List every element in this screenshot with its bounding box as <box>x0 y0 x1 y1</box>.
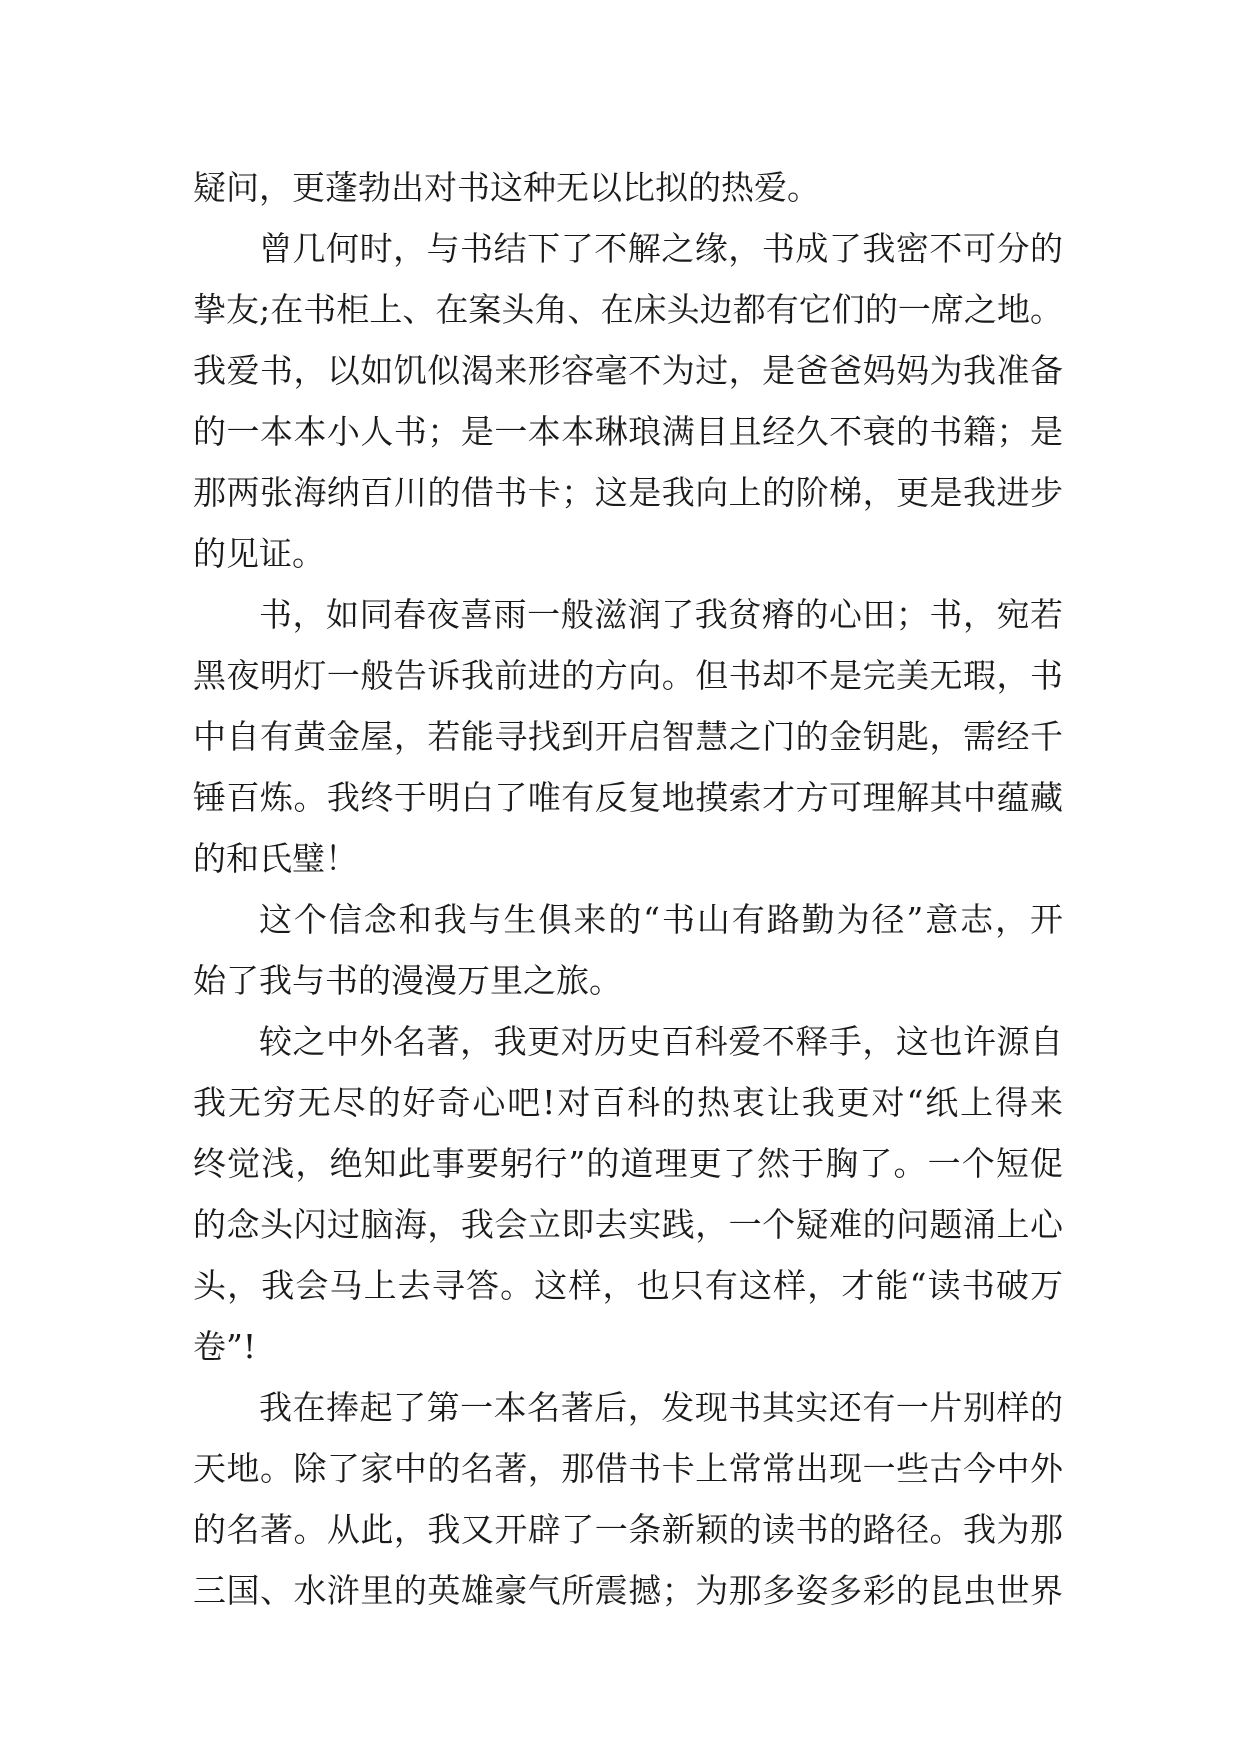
text-line: 书，如同春夜喜雨一般滋润了我贫瘠的心田；书，宛若 <box>259 595 1063 634</box>
text-line: 中自有黄金屋，若能寻找到开启智慧之门的金钥匙，需经千 <box>193 717 1063 756</box>
text-line: 的名著。从此，我又开辟了一条新颖的读书的路径。我为那 <box>193 1510 1063 1549</box>
text-line: 三国、水浒里的英雄豪气所震撼；为那多姿多彩的昆虫世界 <box>193 1571 1063 1610</box>
text-line: 我无穷无尽的好奇心吧!对百科的热衷让我更对“纸上得来 <box>193 1083 1063 1122</box>
text-line: 黑夜明灯一般告诉我前进的方向。但书却不是完美无瑕，书 <box>193 656 1063 695</box>
text-line: 的一本本小人书；是一本本琳琅满目且经久不衰的书籍；是 <box>193 412 1063 451</box>
text-line: 终觉浅，绝知此事要躬行”的道理更了然于胸了。一个短促 <box>193 1144 1063 1183</box>
text-line: 天地。除了家中的名著，那借书卡上常常出现一些古今中外 <box>193 1449 1063 1488</box>
text-line: 那两张海纳百川的借书卡；这是我向上的阶梯，更是我进步 <box>193 473 1063 512</box>
text-line: 始了我与书的漫漫万里之旅。 <box>193 961 622 1000</box>
text-line: 的见证。 <box>193 534 325 573</box>
text-line: 我在捧起了第一本名著后，发现书其实还有一片别样的 <box>259 1388 1063 1427</box>
text-line: 疑问，更蓬勃出对书这种无以比拟的热爱。 <box>193 168 820 207</box>
text-line: 卷”! <box>193 1327 257 1366</box>
text-line: 较之中外名著，我更对历史百科爱不释手，这也许源自 <box>259 1022 1063 1061</box>
text-line: 我爱书，以如饥似渴来形容毫不为过，是爸爸妈妈为我准备 <box>193 351 1063 390</box>
text-line: 曾几何时，与书结下了不解之缘，书成了我密不可分的 <box>259 229 1063 268</box>
text-line: 头，我会马上去寻答。这样，也只有这样，才能“读书破万 <box>193 1266 1063 1305</box>
text-line: 挚友;在书柜上、在案头角、在床头边都有它们的一席之地。 <box>193 290 1063 329</box>
text-line: 的念头闪过脑海，我会立即去实践，一个疑难的问题涌上心 <box>193 1205 1063 1244</box>
text-line: 这个信念和我与生俱来的“书山有路勤为径”意志，开 <box>259 900 1063 939</box>
body-text <box>193 157 1063 1621</box>
text-line: 的和氏璧！ <box>193 839 358 878</box>
text-line: 锤百炼。我终于明白了唯有反复地摸索才方可理解其中蕴藏 <box>193 778 1063 817</box>
